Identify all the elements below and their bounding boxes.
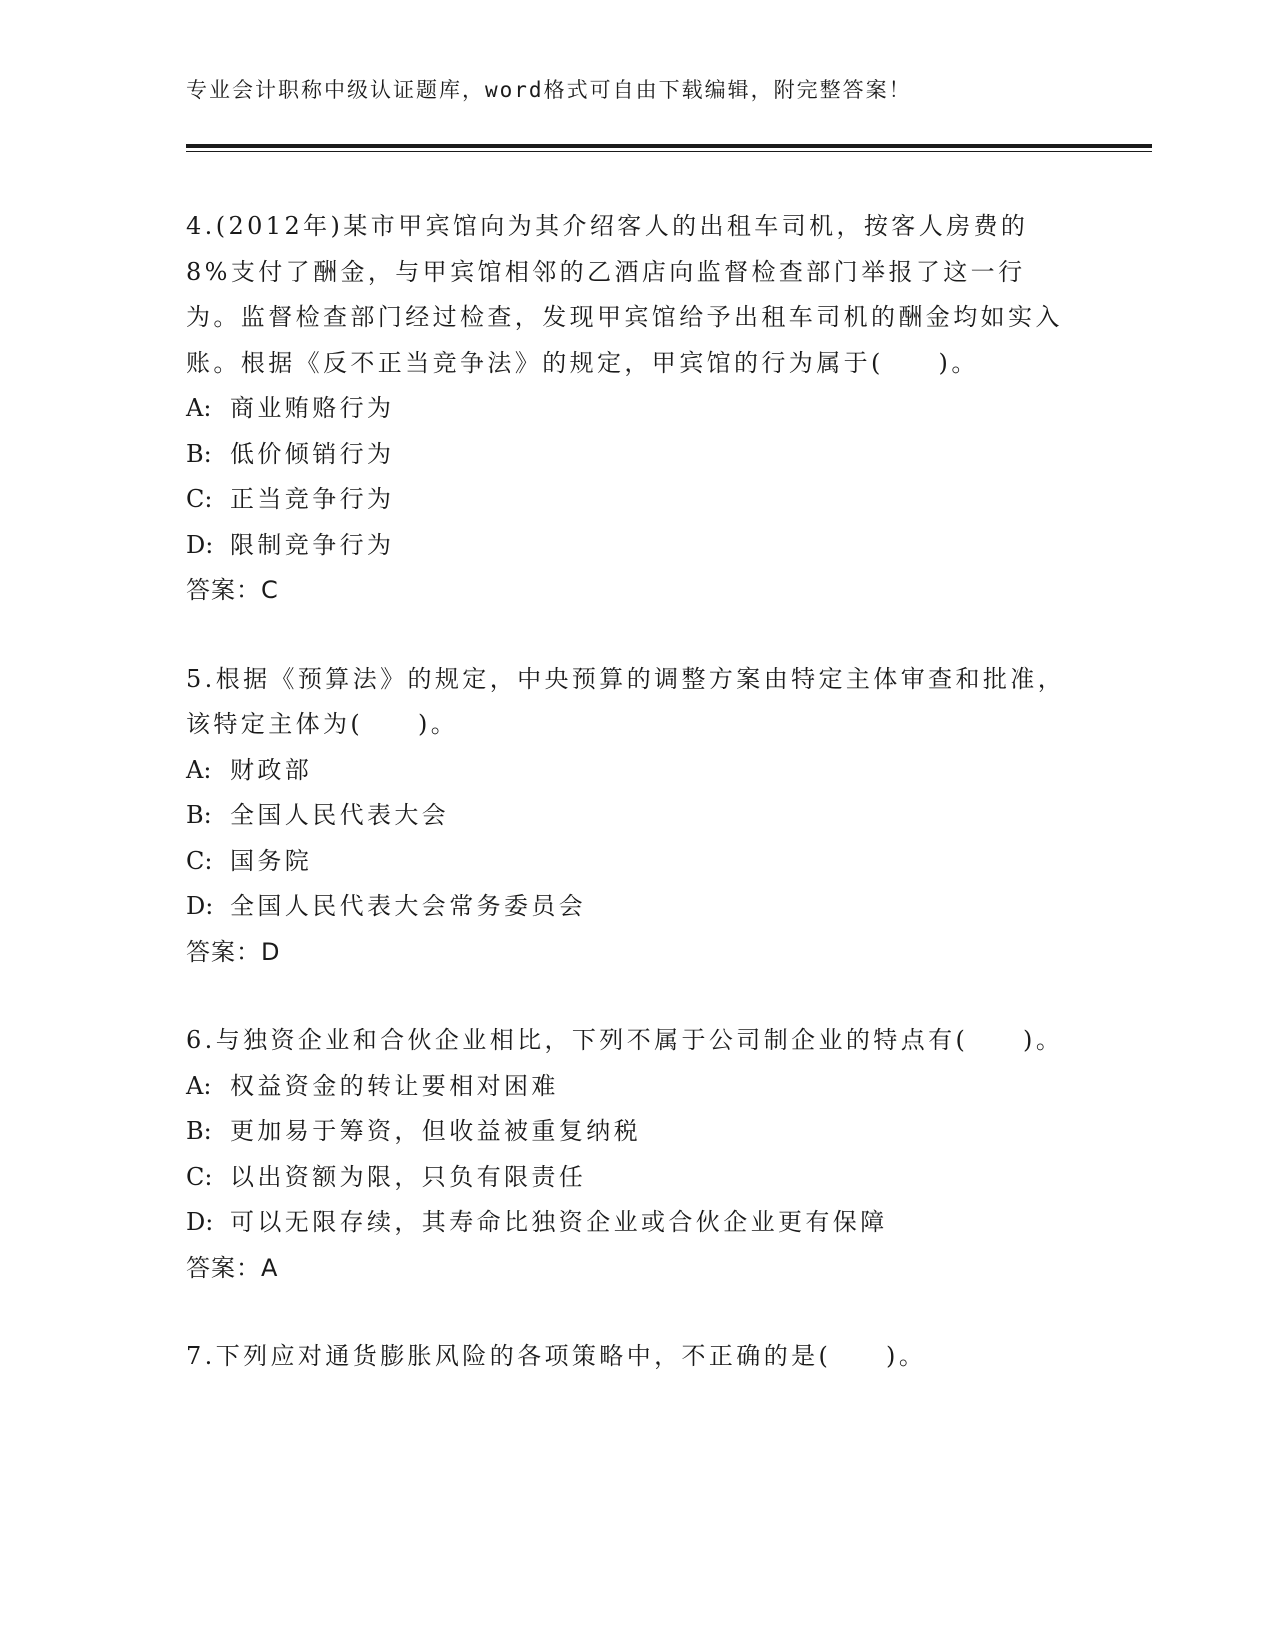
option-letter: D:: [186, 892, 214, 920]
option-letter: B:: [186, 1117, 212, 1145]
question-list: [186, 204, 1066, 1423]
option-b: [186, 1109, 1066, 1155]
document-header: 专业会计职称中级认证题库，word格式可自由下载编辑，附完整答案！: [186, 78, 912, 102]
option-text: 更加易于筹资，但收益被重复纳税: [230, 1117, 641, 1145]
option-text: 全国人民代表大会: [230, 801, 450, 829]
option-c: [186, 477, 1066, 523]
answer-line: 答案：D: [186, 937, 281, 966]
option-a: [186, 1064, 1066, 1110]
question-stem: 4.(2012年)某市甲宾馆向为其介绍客人的出租车司机，按客人房费的8%支付了酬金，与甲宾馆相邻的乙酒店向监督检查部门举报了这一行为。监督检查部门经过检查，发现甲宾馆给予出租车司机的酬金均如实入账。根据《反不正当竞争法》的规定，甲宾馆的行为属于( )。: [186, 212, 1063, 377]
option-text: 限制竞争行为: [230, 530, 395, 559]
option-letter: B:: [186, 801, 212, 829]
answer-line: 答案：C: [186, 576, 279, 604]
option-letter: D:: [186, 530, 214, 559]
option-text: 可以无限存续，其寿命比独资企业或合伙企业更有保障: [230, 1208, 888, 1236]
option-text: 权益资金的转让要相对困难: [230, 1071, 559, 1100]
option-text: 商业贿赂行为: [230, 394, 395, 422]
answer-line: 答案：A: [186, 1253, 279, 1282]
option-text: 正当竞争行为: [230, 485, 395, 513]
option-a: [186, 748, 1066, 794]
header-rule-thin: [186, 151, 1152, 152]
option-d: [186, 1200, 1066, 1246]
option-letter: A:: [186, 1071, 212, 1100]
option-letter: A:: [186, 394, 212, 422]
option-c: [186, 839, 1066, 885]
header-rule-thick: [186, 144, 1152, 148]
option-d: [186, 523, 1066, 569]
option-text: 国务院: [230, 846, 313, 875]
option-letter: C:: [186, 1162, 213, 1191]
option-text: 低价倾销行为: [230, 439, 395, 468]
option-b: [186, 432, 1066, 478]
option-d: [186, 884, 1066, 930]
option-b: [186, 793, 1066, 839]
option-letter: B:: [186, 439, 212, 468]
option-letter: C:: [186, 485, 213, 513]
option-letter: A:: [186, 755, 212, 784]
option-c: [186, 1155, 1066, 1201]
question-7: [186, 1334, 1066, 1380]
question-stem: 5.根据《预算法》的规定，中央预算的调整方案由特定主体审查和批准，该特定主体为( )。: [186, 664, 1066, 738]
question-stem: 6.与独资企业和合伙企业相比，下列不属于公司制企业的特点有( )。: [186, 1026, 1064, 1054]
option-text: 财政部: [230, 755, 313, 784]
option-text: 以出资额为限，只负有限责任: [230, 1162, 587, 1191]
question-6: [186, 1018, 1066, 1291]
question-5: [186, 657, 1066, 976]
question-4: [186, 204, 1066, 614]
option-letter: D:: [186, 1208, 214, 1236]
option-a: [186, 386, 1066, 432]
question-stem: 7.下列应对通货膨胀风险的各项策略中，不正确的是( )。: [186, 1342, 927, 1370]
option-letter: C:: [186, 846, 213, 875]
option-text: 全国人民代表大会常务委员会: [230, 892, 587, 920]
